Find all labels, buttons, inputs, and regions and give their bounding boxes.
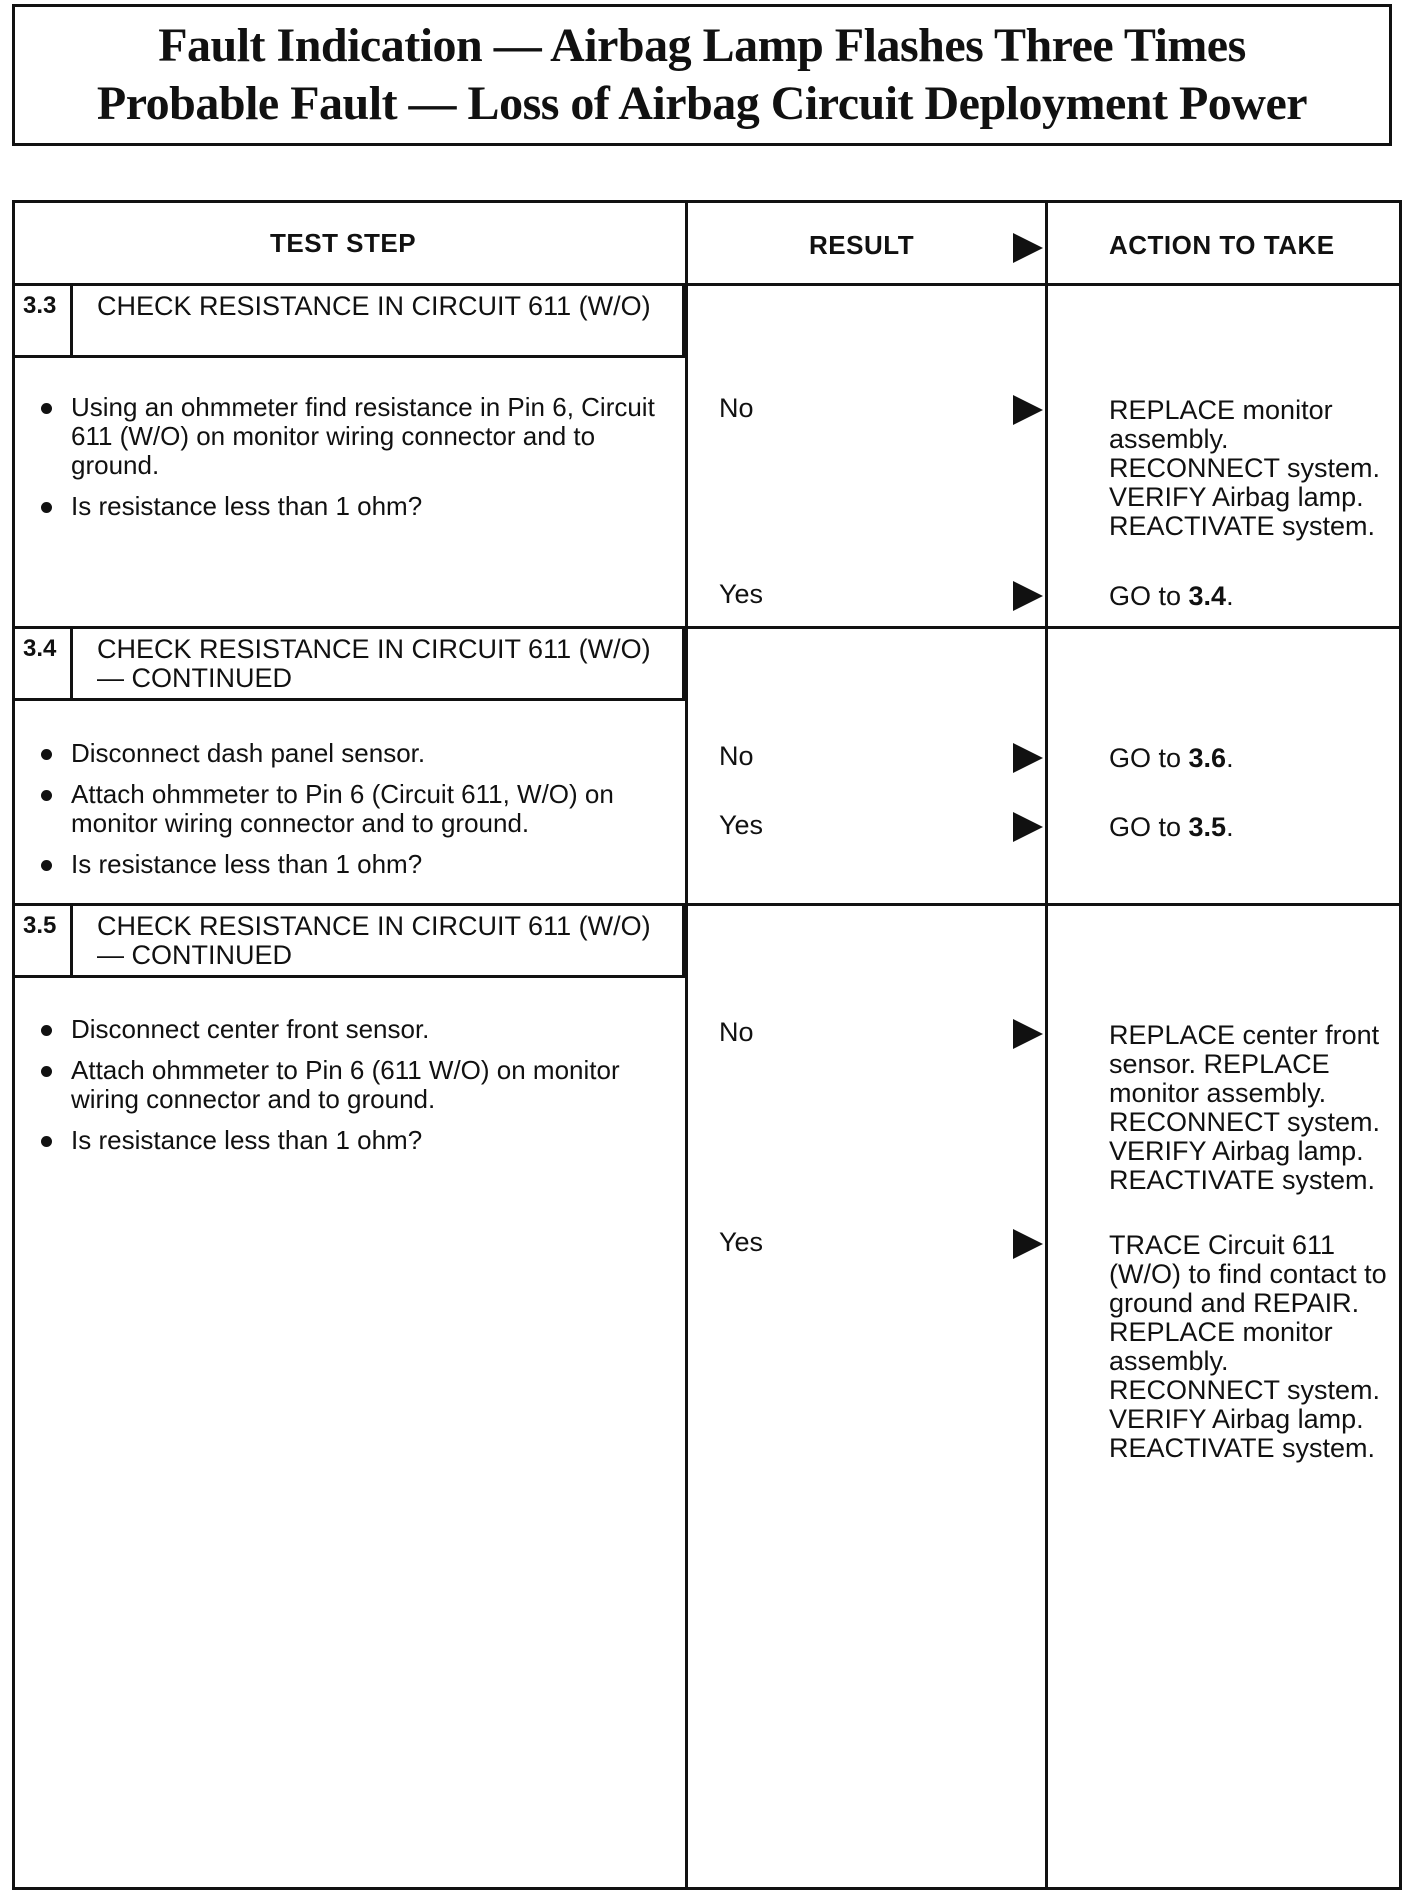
bullet-icon — [41, 403, 52, 414]
result-header: RESULT — [809, 230, 915, 260]
step-number: 3.3 — [15, 286, 73, 355]
step-3-3-header — [15, 286, 685, 358]
action-text: GO to 3.4. — [1109, 581, 1234, 611]
list-item: Using an ohmmeter find resistance in Pin 6, Circuit 611 (W/O) on monitor wiring connector and to ground. — [37, 393, 667, 480]
list-item: Attach ohmmeter to Pin 6 (611 W/O) on monitor wiring connector and to ground. — [37, 1056, 667, 1114]
result-arrow-icon — [1013, 581, 1043, 611]
bullet-icon — [41, 860, 52, 871]
step-number: 3.5 — [15, 906, 73, 975]
step-3-5-bullets — [37, 1015, 667, 1167]
action-header: ACTION TO TAKE — [1109, 230, 1335, 260]
result-arrow-icon — [1013, 395, 1043, 425]
fault-indication-title: Fault Indication — Airbag Lamp Flashes Three Times — [158, 19, 1246, 72]
step-number: 3.4 — [15, 629, 73, 698]
result-label: No — [719, 393, 754, 423]
page-title-box — [12, 4, 1392, 146]
bullet-icon — [41, 502, 52, 513]
bullet-icon — [41, 1136, 52, 1147]
result-arrow-icon — [1013, 1229, 1043, 1259]
result-arrow-icon — [1013, 1019, 1043, 1049]
list-item: Disconnect center front sensor. — [37, 1015, 667, 1044]
result-label: Yes — [719, 579, 764, 609]
step-title: CHECK RESISTANCE IN CIRCUIT 611 (W/O) — [97, 291, 651, 321]
list-item: Is resistance less than 1 ohm? — [37, 492, 667, 521]
list-item: Disconnect dash panel sensor. — [37, 739, 667, 768]
test-step-header: TEST STEP — [270, 228, 417, 258]
column-divider-1 — [685, 203, 688, 1887]
step-3-5-header — [15, 906, 685, 978]
result-label: Yes — [719, 1227, 764, 1257]
action-text: TRACE Circuit 611 (W/O) to find contact to ground and REPAIR. REPLACE monitor assembly. RECONNECT system. VERIFY Airbag lamp. REACTIVATE system. — [1109, 1230, 1387, 1463]
action-text: REPLACE center front sensor. REPLACE monitor assembly. RECONNECT system. VERIFY Airbag lamp. REACTIVATE system. — [1109, 1020, 1381, 1195]
result-label: Yes — [719, 810, 764, 840]
bullet-icon — [41, 1025, 52, 1036]
diagnostic-table — [12, 200, 1402, 1890]
step-title: CHECK RESISTANCE IN CIRCUIT 611 (W/O) — CONTINUED — [97, 634, 651, 693]
list-item: Is resistance less than 1 ohm? — [37, 1126, 667, 1155]
probable-fault-title: Probable Fault — Loss of Airbag Circuit Deployment Power — [96, 77, 1308, 130]
step-3-3-bullets — [37, 393, 667, 533]
bullet-icon — [41, 790, 52, 801]
step-3-4-header — [15, 629, 685, 701]
bullet-icon — [41, 749, 52, 760]
result-arrow-icon — [1013, 812, 1043, 842]
list-item: Attach ohmmeter to Pin 6 (Circuit 611, W/O) on monitor wiring connector and to ground. — [37, 780, 667, 838]
header-arrow-icon — [1013, 233, 1043, 263]
action-text: REPLACE monitor assembly. RECONNECT system. VERIFY Airbag lamp. REACTIVATE system. — [1109, 395, 1381, 541]
bullet-icon — [41, 1066, 52, 1077]
step-title: CHECK RESISTANCE IN CIRCUIT 611 (W/O) — CONTINUED — [97, 911, 651, 970]
step-3-4-bullets — [37, 739, 667, 891]
action-text: GO to 3.6. — [1109, 743, 1234, 773]
column-divider-2 — [1045, 203, 1048, 1887]
result-label: No — [719, 1017, 754, 1047]
list-item: Is resistance less than 1 ohm? — [37, 850, 667, 879]
result-label: No — [719, 741, 754, 771]
action-text: GO to 3.5. — [1109, 812, 1234, 842]
result-arrow-icon — [1013, 743, 1043, 773]
